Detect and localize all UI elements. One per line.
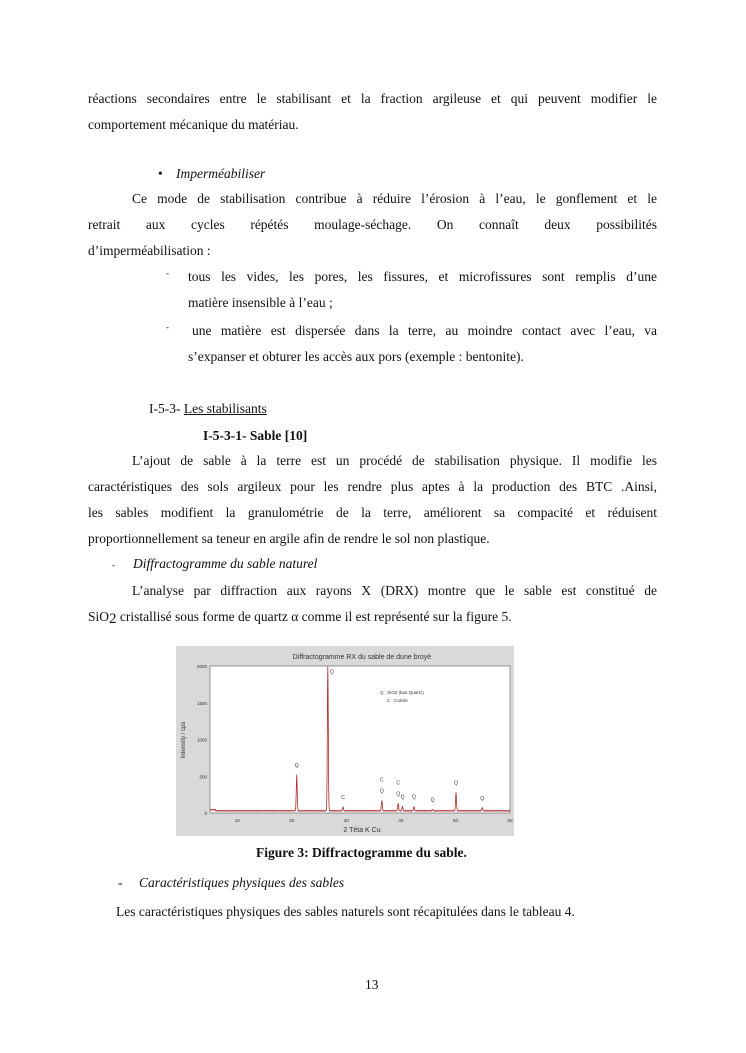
xrd-figure [176, 646, 514, 836]
paragraph-line: caractéristiques des sols argileux pour les rendre plus aptes à la production des BTC .Ainsi, [88, 479, 657, 494]
page-number: 13 [365, 977, 379, 992]
y-tick-label: 500 [199, 774, 207, 780]
dash-icon: - [118, 875, 123, 890]
legend-entry: Q : SiO2 (bas-Quartz) [380, 690, 424, 695]
peak-label: Q [454, 780, 458, 787]
dash-icon: - [166, 268, 169, 278]
peak-label: Q [400, 794, 405, 801]
y-tick-label: 1500 [196, 700, 207, 706]
peak-label: C [380, 777, 384, 784]
y-tick-label: 0 [204, 811, 207, 816]
y-axis-label: Intensity / cps [181, 721, 187, 759]
x-tick-label: 40 [398, 818, 404, 823]
peak-label: C [396, 780, 400, 787]
dash-heading: Diffractogramme du sable naturel [133, 556, 318, 571]
list-item-line: tous les vides, les pores, les fissures, et microfissures sont remplis d’une [188, 269, 657, 284]
list-item-line: une matière est dispersée dans la terre, au moindre contact avec l’eau, va [192, 323, 657, 338]
paragraph-line: proportionnellement sa teneur en argile afin de rendre le sol non plastique. [88, 531, 490, 546]
peak-label: Q [396, 791, 401, 798]
paragraph-line: réactions secondaires entre le stabilisant et la fraction argileuse et qui peuvent modifier le [88, 91, 657, 106]
paragraph-line: L’ajout de sable à la terre est un procédé de stabilisation physique. Il modifie les [132, 453, 657, 468]
x-tick-label: 60 [507, 818, 513, 823]
bullet-icon: • [158, 166, 163, 181]
peak-label: C [341, 795, 345, 802]
paragraph-line: les sables modifient la granulométrie de la terre, améliorent sa compacité et réduisent [88, 505, 657, 520]
section-heading [149, 401, 267, 417]
x-tick-label: 20 [289, 818, 295, 823]
plot-area [210, 666, 510, 813]
chart-title: Diffractogramme RX du sable de dune broyé [292, 654, 432, 661]
figure-caption: Figure 3: Diffractogramme du sable. [256, 845, 467, 860]
x-tick-label: 10 [234, 818, 240, 823]
peak-label: Q [430, 797, 435, 804]
paragraph-line: L’analyse par diffraction aux rayons X (DRX) montre que le sable est constitué de [132, 583, 657, 598]
paragraph-line: d’imperméabilisation : [88, 243, 211, 258]
y-tick-label: 2000 [196, 664, 207, 669]
paragraph-line: SiO2 cristallisé sous forme de quartz α comme il est représenté sur la figure 5. [88, 609, 512, 627]
peak-label: Q [480, 795, 485, 802]
chem-formula: SiO2 [88, 609, 117, 627]
subsection-heading: I-5-3-1- Sable [10] [203, 428, 308, 443]
xrd-chart [176, 646, 514, 836]
x-tick-label: 50 [452, 818, 458, 823]
dash-heading: Caractéristiques physiques des sables [139, 875, 345, 890]
bullet-heading: Imperméabiliser [176, 166, 266, 181]
list-item-line: matière insensible à l’eau ; [188, 295, 333, 310]
paragraph-line: Ce mode de stabilisation contribue à réduire l’érosion à l’eau, le gonflement et le [132, 191, 657, 206]
peak-label: Q [379, 788, 384, 795]
y-tick-label: 1000 [196, 737, 207, 743]
paragraph-line: retrait aux cycles répétés moulage-séchage. On connaît deux possibilités [88, 217, 657, 232]
peak-label: Q [329, 669, 334, 676]
peak-label: Q [294, 762, 299, 769]
list-item-line: s’expanser et obturer les accès aux pors (exemple : bentonite). [188, 349, 524, 364]
paragraph-line: Les caractéristiques physiques des sables naturels sont récapitulées dans le tableau 4. [116, 904, 575, 919]
section-title: Les stabilisants [183, 401, 267, 416]
x-tick-label: 30 [343, 818, 349, 823]
dash-icon: - [166, 322, 169, 332]
section-number: I-5-3- [149, 401, 181, 416]
x-axis-label: 2 Téta K Cu [343, 827, 381, 834]
legend-entry: C : Calcite [387, 698, 408, 703]
paragraph-line: comportement mécanique du matériau. [88, 117, 299, 132]
peak-label: Q [412, 794, 416, 801]
dash-icon: - [112, 560, 115, 570]
